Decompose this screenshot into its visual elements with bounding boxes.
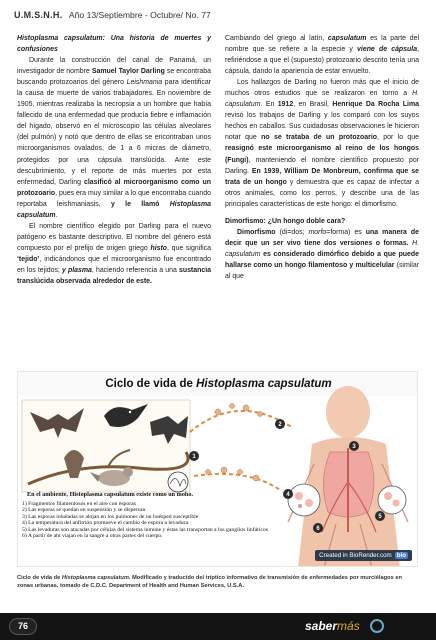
logo-ring-icon xyxy=(370,619,384,633)
legend-item: 3) Las esporas inhaladas se alojan en los pulmones de un huésped susceptible xyxy=(22,513,199,520)
figure-title: Ciclo de vida de Histoplasma capsulatum xyxy=(105,378,332,390)
biorender-icon: bio xyxy=(396,552,406,559)
subheading: Dimorfismo: ¿Un hongo doble cara? xyxy=(225,217,346,225)
page-footer xyxy=(0,613,436,640)
legend-item: 2) Las esporas se quedan en suspensión y se dispersan xyxy=(22,507,146,514)
journal-name: U.M.S.N.H. xyxy=(14,10,63,20)
paragraph: Cambiando del griego al latín, capsulatum es la parte del nombre que se refiere a la especie y viene de cápsula, refiriéndose a que el (supuesto) protozoario descrito tenía una cápsula, dando la apariencia de estar envuelto. xyxy=(225,35,419,76)
lymph-node-inset xyxy=(378,486,406,514)
biorender-credit: Created in BioRender.com bio xyxy=(315,550,412,561)
svg-text:1: 1 xyxy=(192,454,196,461)
svg-text:3: 3 xyxy=(352,444,356,451)
running-header xyxy=(14,10,211,20)
legend-item: 5) Las levaduras son atacadas por células del sistema inmune y éstas las transportan a los ganglios linfáticos xyxy=(22,526,268,533)
paragraph: Durante la construcción del canal de Panamá, un investigador de nombre Samuel Taylor Darling se encontraba buscando protozoarios del género Leishmania para identificar la causa de muerte de varios trabajadores. En noviembre de 1905, mientras realizaba la necropsia a un hombre que había fallecido de una enfermedad que producía fiebre e inflamación del hígado, observó en el microscopio las células alveolares (del pulmón) y notó que dentro de ellas se encontraban unos microorganismos ovalados, de 1 a 6 micras de diámetro, protegidos por una cápsula translúcida. Ante este descubrimiento, y el reporte de más muertes por esta enfermedad, Darling clasificó al microorganismo como un protozoario, pues era muy similar a lo que encontraba cuando reportaba leishmaniasis, y le llamó Histoplasma capsulatum. xyxy=(17,57,212,219)
page-number: 76 xyxy=(9,618,37,635)
legend-item: 1) Fragmentos filamentosos en el aire con esporas xyxy=(22,500,136,507)
svg-text:5: 5 xyxy=(378,514,382,521)
figure-caption: Ciclo de vida de Histoplasma capsulatum. Modificado y traducido del tríptico informativo de transmisión de enfermedades por murciélagos en zonas urbanas, tomado de C.D.C. Department of Health and Human Services, U.S.A. xyxy=(17,575,402,589)
text-column-right xyxy=(225,33,419,282)
paragraph: El nombre científico elegido por Darling para el nuevo patógeno es bastante descriptivo. El nombre del género está compuesto por el prefijo de origen griego histo, que significa ‘tejido’, indicándonos que el microorganismo fue encontrado en los tejidos; y plasma, haciendo referencia a una sustancia translúcida observada alrededor de este. xyxy=(17,222,211,286)
life-cycle-figure xyxy=(17,371,418,567)
svg-text:2: 2 xyxy=(278,422,282,429)
magazine-logo: sabermás xyxy=(305,619,360,633)
svg-text:6: 6 xyxy=(316,526,320,533)
figure-legend xyxy=(22,491,268,540)
section-title: Histoplasma capsulatum: Una historia de muertes y confusiones xyxy=(17,35,211,54)
human-body-illustration xyxy=(288,386,408,567)
text-column-left xyxy=(17,33,211,287)
paragraph: Los hallazgos de Darling no fueron más que el inicio de muchos otros estudios que se realizaron en torno a H. capsulatum. En 1912, en Brasil, Henrique Da Rocha Lima revisó los trabajos de Darling y los comparó con los suyos hechos en caballos. Sus cuidadosas observaciones le hicieron notar que no se trataba de un protozoario, por lo que reasignó este microorganismo al reino de los hongos (Fungi), manteniendo el nombre científico propuesto por Darling. En 1939, William De Monbreum, confirma que se trata de un hongo y demuestra que es capaz de infectar a otros animales, como los perros, y describe una de las principales características de este hongo: el dimorfismo. xyxy=(225,79,419,208)
svg-text:4: 4 xyxy=(286,492,290,499)
paragraph: Dimorfismo (di=dos; morfo=forma) es una manera de decir que un ser vivo tiene dos versiones o formas. H. capsulatum es considerado dimórfico debido a que puede hallarse como un hongo filamentoso y multicelular (similar al que xyxy=(225,228,420,280)
legend-item: 4) La temperatura del anfitrión promueve el cambio de espora a levadura. xyxy=(22,520,190,527)
legend-item: 6) A partir de ahí viajan en la sangre a otras partes del cuerpo. xyxy=(22,533,163,540)
alveolus-inset xyxy=(288,484,320,516)
issue-info: Año 13/Septiembre - Octubre/ No. 77 xyxy=(68,10,211,20)
legend-heading: En el ambiente, Histoplasma capsulatum existe como un moho. xyxy=(26,491,194,498)
